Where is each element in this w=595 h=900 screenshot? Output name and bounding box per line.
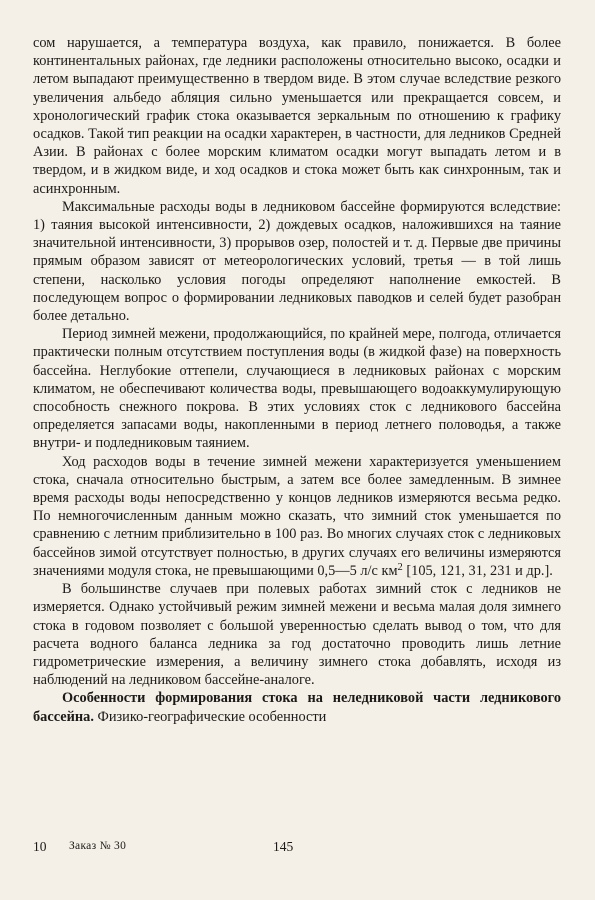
citation-text: [105, 121, 31, 231 и др.]. <box>402 562 553 579</box>
text-body <box>33 34 561 726</box>
paragraph-6 <box>33 689 561 725</box>
paragraph-text: Период зимней межени, продолжающийся, по крайней мере, полгода, отличается практически полным отсутствием поступления воды (в жидкой фазе) на поверхность бассейна. Неглубокие оттепели, случающиеся в ледниковых районах с морским климатом, не обеспечивают количества воды, превышающего водоаккумулирующую способность снежного покрова. В этих условиях сток с ледникового бассейна определяется запасами воды, накопленными в период летнего половодья, а также внутри- и подледниковым таянием. <box>33 326 561 452</box>
paragraph-4 <box>33 453 561 580</box>
paragraph-5 <box>33 580 561 689</box>
superscript: 2 <box>397 562 403 574</box>
paragraph-text: сом нарушается, а температура воздуха, как правило, понижается. В более континентальных районах, где ледники расположены относительно высоко, осадки и летом выпадают преимущественно в твердом виде. В этом случае вследствие резкого увеличения альбедо абляция сильно уменьшается или прекращается совсем, и хронологический график стока оказывается зеркальным по отношению к графику осадков. Такой тип реакции на осадки характерен, в частности, для ледников Средней Азии. В районах с более морским климатом осадки могут выпадать летом и в твердом, и в жидком виде, и ход осадков и стока может быть как синхронным, так и асинхронным. <box>33 35 561 197</box>
signature-number: 10 <box>33 839 47 854</box>
page-number: 145 <box>273 839 294 854</box>
paragraph-text: Ход расходов воды в течение зимней межени характеризуется уменьшением стока, сначала относительно быстрым, а затем все более замедленным. В зимнее время расходы воды непосредственно у концов ледников измеряются весьма редко. По немногочисленным данным можно сказать, что зимний сток уменьшается по сравнению с летним приблизительно в 100 раз. Во многих случаях сток с ледниковых бассейнов зимой отсутствует полностью, в других случаях его величины измеряются значениями модуля стока, не превышающими 0,5—5 л/с км <box>33 453 561 579</box>
paragraph-2 <box>33 198 561 325</box>
paragraph-text: Максимальные расходы воды в ледниковом бассейне формируются вследствие: 1) таяния высокой интенсивности, 2) дождевых осадков, наложившихся на таяние значительной интенсивности, 3) прорывов озер, полостей и т. д. Первые две причины прямым образом зависят от метеорологических условий, третья — в той лишь степени, насколько условия погоды определяют наполнение емкостей. В последующем вопрос о формировании ледниковых паводков и селей будет разобран более детально. <box>33 198 561 325</box>
paragraph-3 <box>33 325 561 452</box>
order-label: Заказ № 30 <box>69 840 127 852</box>
paragraph-1 <box>33 34 561 198</box>
section-heading: Особенности формирования стока на неледниковой части ледникового бассейна. <box>33 690 561 725</box>
paragraph-text: Физико-географические особенности <box>93 708 327 725</box>
paragraph-text: В большинстве случаев при полевых работах зимний сток с ледников не измеряется. Однако устойчивый режим зимней межени и весьма малая доля зимнего стока в годовом позволяет с большой уверенностью сделать вывод о том, что для расчета водного баланса ледника за год достаточно проводить лишь летние гидрометрические измерения, а величину зимнего стока добавлять, исходя из наблюдений на ледниковом бассейне-аналоге. <box>33 581 561 689</box>
page-footer <box>33 839 561 859</box>
